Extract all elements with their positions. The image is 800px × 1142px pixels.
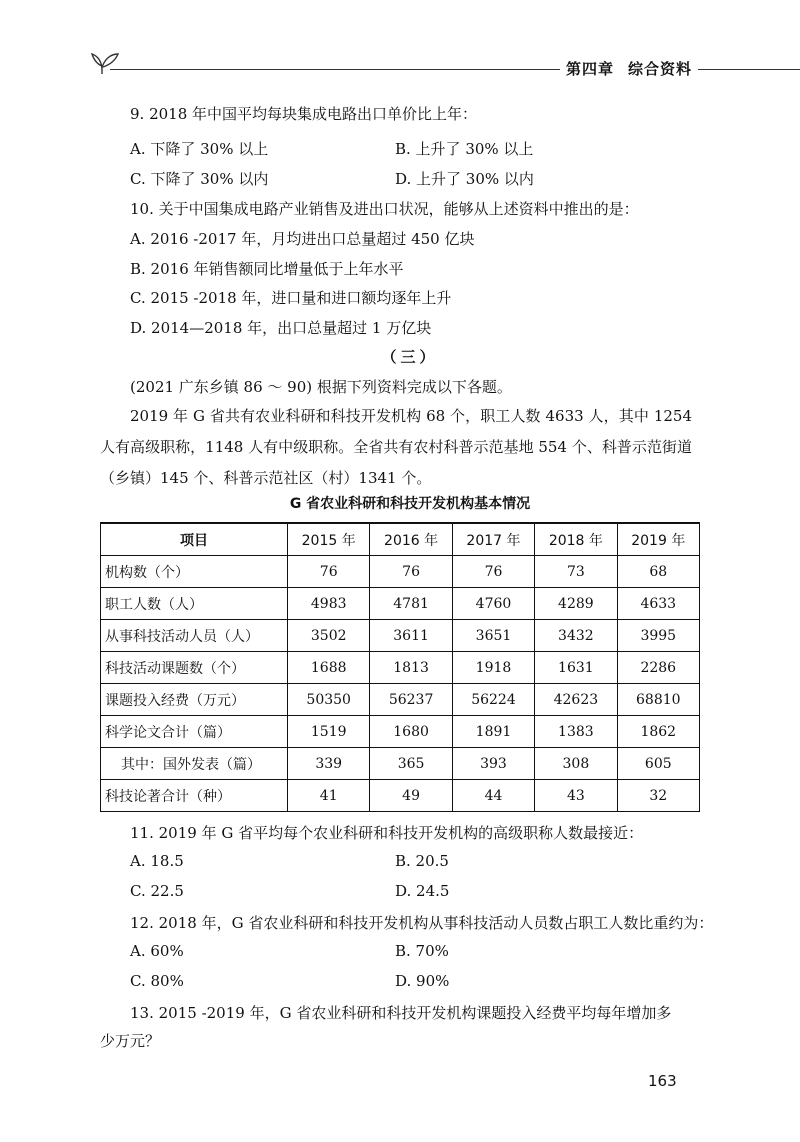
table-row [101, 716, 700, 748]
cell: 68 [617, 556, 699, 588]
table-row [101, 748, 700, 780]
table-row [101, 652, 700, 684]
cell: 4983 [288, 588, 370, 620]
table-row [101, 780, 700, 812]
option-9d: D. 上升了 30% 以内 [395, 170, 534, 188]
cell: 3651 [452, 620, 534, 652]
cell: 44 [452, 780, 534, 812]
sprout-icon [88, 40, 128, 76]
cell: 43 [535, 780, 617, 812]
cell: 42623 [535, 684, 617, 716]
question-9-stem: 9. 2018 年中国平均每块集成电路出口单价比上年： [130, 105, 478, 123]
cell: 4289 [535, 588, 617, 620]
option-12b: B. 70% [395, 942, 449, 960]
cell: 1631 [535, 652, 617, 684]
row-label: 其中：国外发表（篇） [101, 748, 288, 780]
option-12a: A. 60% [130, 942, 184, 960]
table-row [101, 620, 700, 652]
cell: 2286 [617, 652, 699, 684]
cell: 76 [288, 556, 370, 588]
cell: 4781 [370, 588, 452, 620]
question-11-stem: 11. 2019 年 G 省平均每个农业科研和科技开发机构的高级职称人数最接近： [130, 824, 644, 842]
chapter-name: 综合资料 [628, 60, 693, 78]
table-row [101, 684, 700, 716]
cell: 1813 [370, 652, 452, 684]
chapter-number: 第四章 [566, 60, 615, 78]
chapter-title [566, 58, 706, 79]
data-table [100, 522, 700, 812]
cell: 1688 [288, 652, 370, 684]
row-label: 科技活动课题数（个） [101, 652, 288, 684]
cell: 4633 [617, 588, 699, 620]
row-label: 机构数（个） [101, 556, 288, 588]
section-source: (2021 广东乡镇 86 ～ 90) 根据下列资料完成以下各题。 [130, 378, 512, 396]
table-row [101, 556, 700, 588]
row-label: 课题投入经费（万元） [101, 684, 288, 716]
page-number: 163 [648, 1072, 677, 1090]
question-13-stem-line-2: 少万元？ [100, 1032, 161, 1050]
cell: 1918 [452, 652, 534, 684]
option-11d: D. 24.5 [395, 882, 450, 900]
header-2016: 2016 年 [370, 523, 452, 556]
section-paragraph: 2019 年 G 省共有农业科研和科技开发机构 68 个，职工人数 4633 人，其中 1254 人有高级职称，1148 人有中级职称。全省共有农村科普示范基地 554 个、科普示范街道（乡镇）145 个、科普示范社区（村）1341 个。 [100, 407, 692, 487]
cell: 76 [370, 556, 452, 588]
cell: 3502 [288, 620, 370, 652]
question-13-stem-line-1: 13. 2015 -2019 年，G 省农业科研和科技开发机构课题投入经费平均每年增加多 [130, 1004, 672, 1022]
question-12-stem: 12. 2018 年，G 省农业科研和科技开发机构从事科技活动人员数占职工人数比重约为： [130, 914, 714, 932]
option-12d: D. 90% [395, 972, 450, 990]
running-header [88, 40, 738, 80]
cell: 41 [288, 780, 370, 812]
header-rule-right [698, 69, 800, 70]
question-10-stem: 10. 关于中国集成电路产业销售及进出口状况，能够从上述资料中推出的是： [130, 200, 639, 218]
option-9a: A. 下降了 30% 以上 [130, 140, 269, 158]
table-title: G 省农业科研和科技开发机构基本情况 [289, 496, 531, 512]
option-12c: C. 80% [130, 972, 184, 990]
option-10d: D. 2014—2018 年，出口总量超过 1 万亿块 [130, 319, 432, 337]
cell: 3611 [370, 620, 452, 652]
option-10b: B. 2016 年销售额同比增量低于上年水平 [130, 260, 404, 278]
cell: 365 [370, 748, 452, 780]
cell: 56237 [370, 684, 452, 716]
header-item: 项目 [101, 523, 288, 556]
row-label: 科技论著合计（种） [101, 780, 288, 812]
cell: 50350 [288, 684, 370, 716]
cell: 56224 [452, 684, 534, 716]
cell: 73 [535, 556, 617, 588]
cell: 1862 [617, 716, 699, 748]
table-header-row [101, 523, 700, 556]
cell: 3995 [617, 620, 699, 652]
option-11b: B. 20.5 [395, 852, 449, 870]
header-2017: 2017 年 [452, 523, 534, 556]
row-label: 从事科技活动人员（人） [101, 620, 288, 652]
row-label: 职工人数（人） [101, 588, 288, 620]
cell: 339 [288, 748, 370, 780]
table-row [101, 588, 700, 620]
cell: 3432 [535, 620, 617, 652]
option-10a: A. 2016 -2017 年，月均进出口总量超过 450 亿块 [130, 230, 475, 248]
cell: 393 [452, 748, 534, 780]
cell: 32 [617, 780, 699, 812]
option-11c: C. 22.5 [130, 882, 184, 900]
cell: 4760 [452, 588, 534, 620]
option-9b: B. 上升了 30% 以上 [395, 140, 534, 158]
option-9c: C. 下降了 30% 以内 [130, 170, 269, 188]
section-title: （三） [381, 348, 439, 366]
header-2019: 2019 年 [617, 523, 699, 556]
header-2018: 2018 年 [535, 523, 617, 556]
cell: 49 [370, 780, 452, 812]
cell: 308 [535, 748, 617, 780]
cell: 1891 [452, 716, 534, 748]
cell: 1519 [288, 716, 370, 748]
option-11a: A. 18.5 [130, 852, 184, 870]
header-rule-left [110, 69, 560, 70]
cell: 605 [617, 748, 699, 780]
row-label: 科学论文合计（篇） [101, 716, 288, 748]
cell: 1383 [535, 716, 617, 748]
cell: 68810 [617, 684, 699, 716]
cell: 1680 [370, 716, 452, 748]
header-2015: 2015 年 [288, 523, 370, 556]
cell: 76 [452, 556, 534, 588]
option-10c: C. 2015 -2018 年，进口量和进口额均逐年上升 [130, 289, 452, 307]
